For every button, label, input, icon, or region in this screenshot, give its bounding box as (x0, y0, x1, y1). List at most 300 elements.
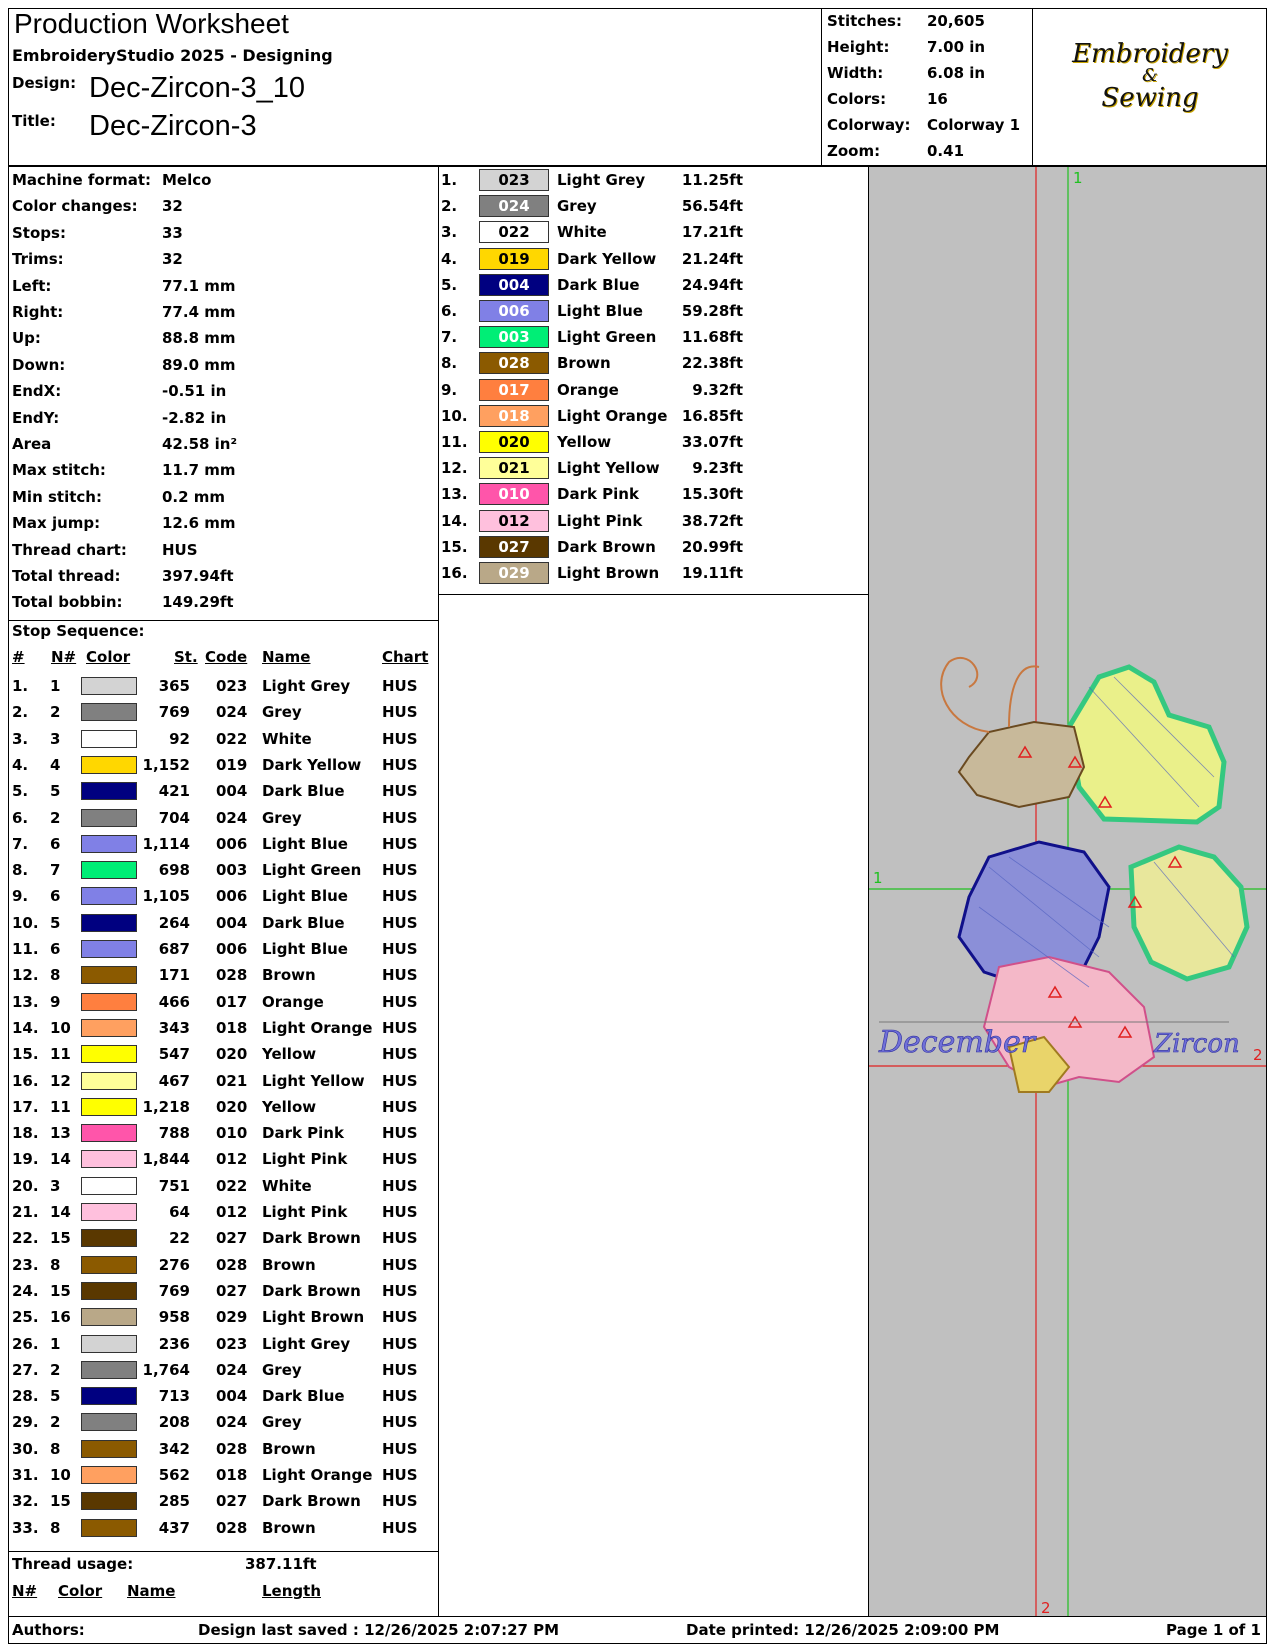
stop-num: 31. (12, 1466, 39, 1484)
color-row (441, 272, 866, 298)
stop-row (12, 962, 432, 988)
color-swatch: 004 (479, 274, 549, 296)
stop-chart: HUS (382, 1466, 418, 1484)
stop-color-swatch (81, 1440, 137, 1458)
stop-color-swatch (81, 730, 137, 748)
stop-code: 017 (216, 992, 248, 1011)
antenna (941, 658, 1039, 732)
footer-authors: Authors: (12, 1621, 85, 1639)
stop-code: 020 (216, 1097, 248, 1116)
color-length: 59.28ft (681, 302, 743, 320)
color-list (441, 167, 866, 592)
color-swatch: 024 (479, 195, 549, 217)
stop-code: 003 (216, 861, 248, 880)
color-swatch: 017 (479, 379, 549, 401)
machine-info-label: Up: (12, 329, 41, 348)
machine-info-row (12, 537, 432, 563)
stop-chart: HUS (382, 703, 418, 722)
color-name: Light Green (557, 328, 657, 347)
color-num: 3. (441, 223, 458, 242)
summary-row (825, 60, 1030, 86)
summary-value: 20,605 (927, 12, 985, 30)
stop-name: Dark Brown (262, 1281, 361, 1300)
stop-st: 264 (158, 913, 190, 932)
color-row (441, 298, 866, 324)
stop-n: 5 (50, 913, 61, 932)
stop-num: 9. (12, 887, 29, 906)
stop-color-swatch (81, 1150, 137, 1168)
stop-color-swatch (81, 914, 137, 932)
machine-info-row (12, 431, 432, 457)
stop-color-swatch (81, 809, 137, 827)
stop-st: 713 (158, 1387, 190, 1406)
stop-sequence-header (12, 648, 432, 672)
stop-row (12, 1199, 432, 1225)
stop-row (12, 726, 432, 752)
stop-code: 006 (216, 834, 248, 853)
stop-n: 2 (50, 808, 61, 827)
stop-st: 64 (169, 1203, 190, 1221)
stop-row (12, 857, 432, 883)
stop-n: 8 (50, 966, 61, 985)
thread-usage-value: 387.11ft (245, 1555, 317, 1573)
stop-name: Dark Brown (262, 1492, 361, 1511)
stop-num: 6. (12, 808, 29, 827)
stop-n: 9 (50, 992, 61, 1011)
stop-row (12, 1515, 432, 1541)
footer-printed: Date printed: 12/26/2025 2:09:00 PM (686, 1621, 1000, 1639)
stop-name: Dark Brown (262, 1229, 361, 1248)
stop-name: Dark Blue (262, 782, 345, 801)
stop-chart: HUS (382, 729, 418, 748)
stop-color-swatch (81, 861, 137, 879)
stop-code: 027 (216, 1492, 248, 1511)
color-name: Light Pink (557, 511, 643, 530)
col-st: St. (174, 648, 198, 666)
stop-num: 15. (12, 1045, 39, 1064)
tu-col-length: Length (262, 1582, 321, 1600)
stop-num: 2. (12, 703, 29, 722)
stop-name: Light Blue (262, 940, 348, 958)
machine-info-label: Right: (12, 303, 64, 321)
color-length: 16.85ft (681, 406, 743, 425)
stop-num: 20. (12, 1176, 39, 1195)
thread-usage-header (12, 1582, 432, 1606)
machine-info-row (12, 273, 432, 299)
machine-info-row (12, 220, 432, 246)
stop-st: 1,844 (142, 1150, 190, 1169)
color-swatch: 022 (479, 221, 549, 243)
stop-st: 276 (158, 1255, 190, 1274)
stop-color-swatch (81, 835, 137, 853)
color-length: 38.72ft (681, 511, 743, 530)
stop-num: 13. (12, 992, 39, 1011)
logo-line-1: Embroidery (1072, 39, 1228, 69)
stop-code: 023 (216, 1334, 248, 1353)
stop-st: 92 (169, 729, 190, 748)
stop-code: 006 (216, 887, 248, 906)
col-code: Code (205, 648, 248, 666)
stop-code: 024 (216, 1360, 248, 1379)
stop-row (12, 1146, 432, 1172)
footer-last-saved: Design last saved : 12/26/2025 2:07:27 PM (198, 1621, 560, 1639)
footer-page: Page 1 of 1 (1166, 1621, 1261, 1639)
stop-num: 30. (12, 1439, 39, 1458)
stop-st: 1,105 (142, 887, 190, 906)
stop-name: White (262, 729, 312, 748)
stop-row (12, 1409, 432, 1435)
stop-color-swatch (81, 1098, 137, 1116)
stop-n: 8 (50, 1518, 61, 1537)
stop-st: 285 (158, 1492, 190, 1511)
stop-name: Light Orange (262, 1018, 373, 1037)
stop-name: Brown (262, 1255, 316, 1274)
stop-code: 028 (216, 966, 248, 985)
machine-info-value: -0.51 in (162, 382, 227, 401)
stop-name: Yellow (262, 1045, 317, 1064)
color-name: Light Grey (557, 171, 646, 189)
color-swatch: 003 (479, 326, 549, 348)
stop-name: Light Grey (262, 1334, 351, 1353)
stop-color-swatch (81, 1072, 137, 1090)
machine-info-label: Max stitch: (12, 461, 106, 480)
stop-name: Light Brown (262, 1308, 365, 1327)
header-divider-2 (1032, 8, 1033, 166)
color-length: 17.21ft (681, 223, 743, 242)
stop-name: Grey (262, 808, 302, 827)
stop-num: 17. (12, 1097, 39, 1116)
color-num: 8. (441, 354, 458, 373)
stop-code: 004 (216, 913, 248, 932)
stop-n: 13 (50, 1124, 71, 1143)
stop-num: 3. (12, 729, 29, 748)
stop-row (12, 1278, 432, 1304)
stop-chart: HUS (382, 966, 418, 985)
stop-chart: HUS (382, 1413, 418, 1432)
machine-info-value: 149.29ft (162, 593, 234, 612)
color-num: 6. (441, 302, 458, 320)
summary-row (825, 138, 1030, 164)
stop-chart: HUS (382, 1124, 418, 1143)
stop-code: 022 (216, 729, 248, 748)
color-num: 5. (441, 275, 458, 294)
summary-label: Colors: (827, 90, 887, 108)
color-row (441, 508, 866, 534)
stop-name: Grey (262, 1360, 302, 1379)
machine-info-row (12, 193, 432, 219)
color-num: 13. (441, 485, 468, 504)
stop-code: 028 (216, 1439, 248, 1458)
stop-row (12, 989, 432, 1015)
machine-info-label: Thread chart: (12, 540, 127, 559)
stop-chart: HUS (382, 677, 418, 695)
stop-color-swatch (81, 1229, 137, 1247)
machine-info-label: EndX: (12, 382, 62, 401)
logo-line-2: & (1141, 65, 1159, 86)
color-name: Dark Blue (557, 275, 640, 294)
color-row (441, 455, 866, 481)
stop-st: 467 (158, 1071, 190, 1090)
stop-color-swatch (81, 1256, 137, 1274)
color-name: Orange (557, 380, 619, 399)
stop-n: 7 (50, 861, 61, 880)
stop-row (12, 673, 432, 699)
machine-info-row (12, 325, 432, 351)
stop-st: 208 (158, 1413, 190, 1432)
stop-n: 1 (50, 677, 61, 695)
stop-name: Yellow (262, 1097, 317, 1116)
stop-n: 10 (50, 1018, 71, 1037)
color-name: Dark Brown (557, 537, 656, 556)
stop-chart: HUS (382, 1360, 418, 1379)
stop-st: 687 (158, 940, 190, 958)
stop-chart: HUS (382, 1150, 418, 1169)
color-row (441, 377, 866, 403)
stop-st: 562 (158, 1466, 190, 1484)
summary-label: Zoom: (827, 142, 881, 160)
stop-n: 10 (50, 1466, 71, 1484)
color-length: 15.30ft (681, 485, 743, 504)
stop-name: Light Pink (262, 1203, 348, 1221)
stop-st: 342 (158, 1439, 190, 1458)
stop-color-swatch (81, 1045, 137, 1063)
stop-code: 024 (216, 1413, 248, 1432)
stop-color-swatch (81, 677, 137, 695)
machine-info-row (12, 246, 432, 272)
machine-info-label: Machine format: (12, 171, 151, 189)
stop-num: 19. (12, 1150, 39, 1169)
marker-2-right: 2 (1253, 1046, 1263, 1064)
machine-info-label: Total thread: (12, 567, 121, 585)
stop-n: 5 (50, 782, 61, 801)
stop-row (12, 910, 432, 936)
stop-st: 698 (158, 861, 190, 880)
stop-code: 004 (216, 1387, 248, 1406)
color-swatch: 027 (479, 536, 549, 558)
wing-lower-right (1131, 847, 1247, 979)
color-name: Light Orange (557, 406, 668, 425)
stop-name: Orange (262, 992, 324, 1011)
stop-num: 4. (12, 755, 29, 774)
stop-st: 547 (158, 1045, 190, 1064)
thread-usage-label: Thread usage: (12, 1555, 134, 1573)
summary-label: Height: (827, 38, 890, 56)
machine-info-row (12, 510, 432, 536)
stop-row (12, 1488, 432, 1514)
embroidery-design (878, 658, 1247, 1092)
stop-row (12, 1173, 432, 1199)
title-value: Dec-Zircon-3 (89, 110, 257, 142)
machine-info-row (12, 167, 432, 193)
design-value: Dec-Zircon-3_10 (89, 72, 305, 104)
machine-info-label: Trims: (12, 250, 64, 269)
machine-info-value: 77.4 mm (162, 303, 236, 321)
machine-info-label: Total bobbin: (12, 593, 123, 612)
header-divider-1 (821, 8, 822, 166)
stop-chart: HUS (382, 940, 418, 958)
stop-num: 7. (12, 834, 29, 853)
stop-name: Light Blue (262, 834, 348, 853)
stop-st: 437 (158, 1518, 190, 1537)
stop-row (12, 831, 432, 857)
stop-row (12, 936, 432, 962)
middle-empty-frame (438, 594, 869, 1617)
stop-name: Dark Blue (262, 1387, 345, 1406)
stop-st: 236 (158, 1334, 190, 1353)
stop-code: 021 (216, 1071, 248, 1090)
stop-chart: HUS (382, 1097, 418, 1116)
stop-name: Brown (262, 966, 316, 985)
stop-color-swatch (81, 1361, 137, 1379)
color-num: 16. (441, 564, 468, 582)
design-preview (868, 166, 1267, 1617)
color-length: 24.94ft (681, 275, 743, 294)
col-num: # (12, 648, 25, 666)
stop-chart: HUS (382, 887, 418, 906)
stop-chart: HUS (382, 1045, 418, 1064)
stop-num: 16. (12, 1071, 39, 1090)
stop-num: 33. (12, 1518, 39, 1537)
col-chart: Chart (382, 648, 429, 666)
stop-chart: HUS (382, 1229, 418, 1248)
stop-row (12, 1225, 432, 1251)
color-row (441, 193, 866, 219)
color-num: 9. (441, 380, 458, 399)
marker-1-top: 1 (1073, 169, 1083, 187)
stop-code: 023 (216, 677, 248, 695)
stop-chart: HUS (382, 913, 418, 932)
stop-n: 1 (50, 1334, 61, 1353)
stop-color-swatch (81, 756, 137, 774)
stop-color-swatch (81, 1308, 137, 1326)
logo (1034, 40, 1266, 112)
stop-st: 751 (158, 1176, 190, 1195)
stop-name: Light Green (262, 861, 362, 880)
machine-info-label: Max jump: (12, 514, 101, 533)
stop-color-swatch (81, 1466, 137, 1484)
stop-st: 1,764 (142, 1360, 190, 1379)
stop-name: Light Pink (262, 1150, 348, 1169)
stop-row (12, 1462, 432, 1488)
stop-chart: HUS (382, 1255, 418, 1274)
stop-num: 11. (12, 940, 39, 958)
color-row (441, 219, 866, 245)
color-name: Grey (557, 197, 597, 216)
stop-code: 019 (216, 755, 248, 774)
footer-frame (8, 1616, 1267, 1644)
stop-chart: HUS (382, 1518, 418, 1537)
stop-row (12, 1252, 432, 1278)
color-row (441, 560, 866, 586)
stop-color-swatch (81, 1019, 137, 1037)
stop-name: Light Orange (262, 1466, 373, 1484)
stop-row (12, 752, 432, 778)
stop-name: Light Yellow (262, 1071, 365, 1090)
stop-n: 3 (50, 1176, 61, 1195)
stop-n: 15 (50, 1492, 71, 1511)
machine-info-value: Melco (162, 171, 212, 189)
stop-n: 11 (50, 1097, 71, 1116)
stop-code: 004 (216, 782, 248, 801)
color-swatch: 020 (479, 431, 549, 453)
stop-chart: HUS (382, 834, 418, 853)
stop-code: 020 (216, 1045, 248, 1064)
stop-chart: HUS (382, 1281, 418, 1300)
stop-num: 1. (12, 677, 29, 695)
stop-sequence-rows (12, 673, 432, 1548)
machine-info-row (12, 484, 432, 510)
stop-color-swatch (81, 966, 137, 984)
color-num: 1. (441, 171, 458, 189)
summary-label: Width: (827, 64, 884, 82)
stop-num: 29. (12, 1413, 39, 1432)
stop-code: 012 (216, 1203, 248, 1221)
summary-value: 0.41 (927, 142, 965, 160)
stop-code: 006 (216, 940, 248, 958)
stop-color-swatch (81, 1203, 137, 1221)
stop-code: 028 (216, 1518, 248, 1537)
color-swatch: 012 (479, 510, 549, 532)
marker-2-bottom: 2 (1041, 1599, 1051, 1617)
stop-color-swatch (81, 1124, 137, 1142)
title-label: Title: (12, 112, 56, 130)
color-num: 12. (441, 459, 468, 478)
stop-st: 421 (158, 782, 190, 801)
stop-name: White (262, 1176, 312, 1195)
stop-code: 027 (216, 1281, 248, 1300)
col-n: N# (51, 648, 77, 666)
stop-num: 10. (12, 913, 39, 932)
stop-num: 27. (12, 1360, 39, 1379)
stop-name: Light Blue (262, 887, 348, 906)
machine-info-row (12, 457, 432, 483)
machine-info-value: 32 (162, 197, 183, 216)
machine-info-row (12, 405, 432, 431)
stop-row (12, 1041, 432, 1067)
stop-color-swatch (81, 1282, 137, 1300)
design-text-left: December (879, 1025, 1036, 1060)
stop-n: 2 (50, 1360, 61, 1379)
stop-code: 022 (216, 1176, 248, 1195)
stop-num: 8. (12, 861, 29, 880)
stop-code: 028 (216, 1255, 248, 1274)
machine-info-row (12, 299, 432, 325)
stop-row (12, 1331, 432, 1357)
summary-block (825, 8, 1030, 166)
stop-row (12, 1015, 432, 1041)
stop-row (12, 699, 432, 725)
summary-value: 16 (927, 90, 948, 108)
machine-info-value: 32 (162, 250, 183, 269)
color-row (441, 246, 866, 272)
color-num: 4. (441, 249, 458, 268)
summary-value: 7.00 in (927, 38, 986, 56)
stop-st: 171 (158, 966, 190, 985)
summary-label: Colorway: (827, 116, 911, 134)
stop-n: 6 (50, 834, 61, 853)
stop-row (12, 805, 432, 831)
color-name: Dark Yellow (557, 249, 657, 268)
machine-info-value: 397.94ft (162, 567, 234, 585)
color-length: 9.32ft (692, 380, 743, 399)
color-length: 21.24ft (681, 249, 743, 268)
col-name: Name (262, 648, 311, 666)
stop-row (12, 778, 432, 804)
stop-st: 1,152 (142, 755, 190, 774)
stop-num: 21. (12, 1203, 39, 1221)
stop-color-swatch (81, 1519, 137, 1537)
color-num: 14. (441, 511, 468, 530)
